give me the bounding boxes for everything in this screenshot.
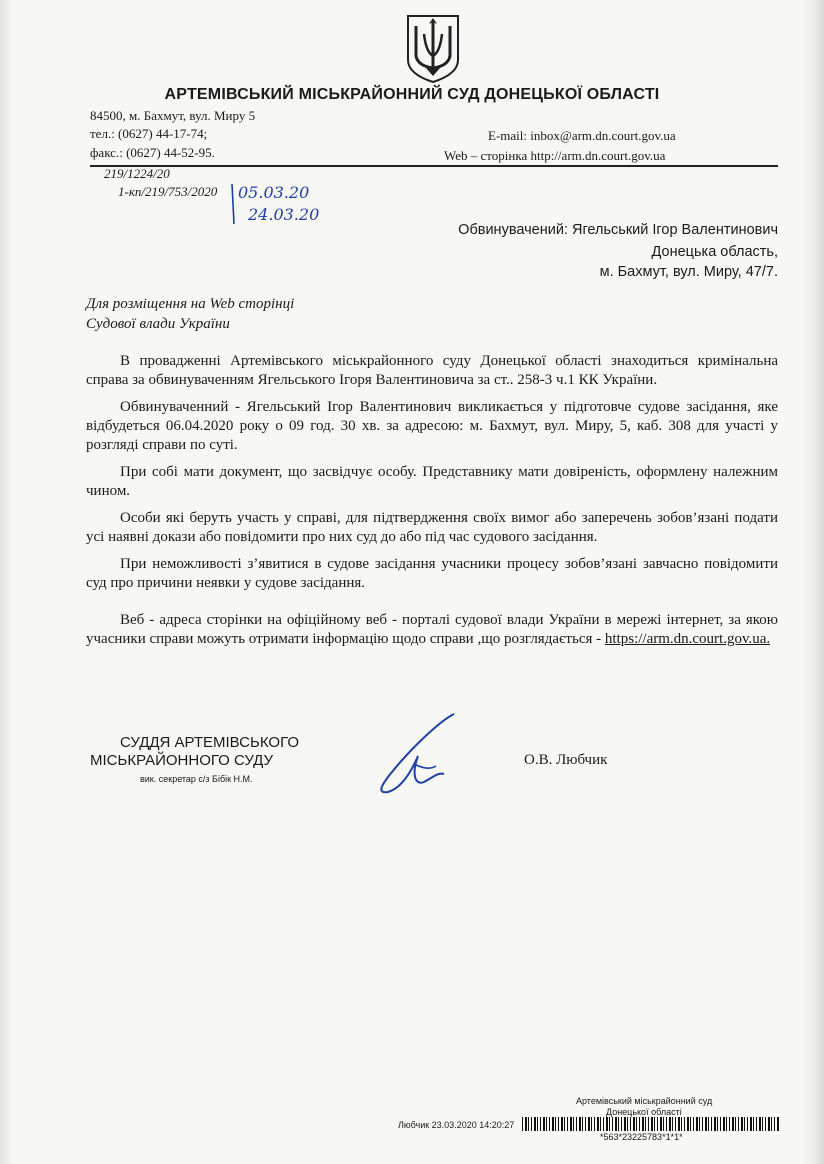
court-fax: факс.: (0627) 44-52-95. [90,145,215,160]
destination-line-2: Судової влади України [86,316,230,332]
handwritten-signature-icon [368,712,464,796]
court-phone: тел.: (0627) 44-17-74; [90,126,208,141]
paragraph-1: В провадженні Артемівського міськрайонного суду Донецької області знаходиться кримінальна справа за обвинуваченням Ягельського Ігоря Валентиновича за ст.. 258-3 ч.1 КК України. [86,353,778,388]
signature-title-2: МІСЬКРАЙОННОГО СУДУ [90,752,274,769]
court-name-heading: АРТЕМІВСЬКИЙ МІСЬКРАЙОННИЙ СУД ДОНЕЦЬКОЇ ОБЛАСТІ [164,86,660,103]
court-website-link[interactable]: https://arm.dn.court.gov.ua. [604,631,771,647]
scan-shadow-left [0,0,14,1164]
handwritten-date-1: 05.03.20 [238,183,310,202]
judge-name: О.В. Любчик [524,752,608,768]
paragraph-2: Обвинуваченний - Ягельський Ігор Валентинович викликається у підготовче судове засідання, яке відбудеться 06.04.2020 року о 09 год. 30 хв. за адресою: м. Бахмут, вул. Миру, 5, каб. 308 для участі у розгляді справи по суті. [86,399,778,453]
registration-number-1: 219/1224/20 [104,166,170,181]
registration-number-2: 1-кп/219/753/2020 [118,184,218,199]
barcode [522,1117,780,1131]
letter-body [86,352,778,657]
court-email: E-mail: inbox@arm.dn.court.gov.ua [488,128,676,143]
addressee-line-3: м. Бахмут, вул. Миру, 47/7. [599,264,778,280]
trident-icon [404,12,462,84]
barcode-number: *563*23225783*1*1* [600,1132,683,1142]
stamp-court-line-1: Артемівський міськрайонний суд [576,1096,713,1106]
destination-line-1: Для розміщення на Web сторінці [86,296,295,312]
paragraph-3: При собі мати документ, що засвідчує особу. Представнику мати довіреність, оформлену належним чином. [86,464,778,499]
court-address: 84500, м. Бахмут, вул. Миру 5 [90,108,256,123]
addressee-line-2: Донецька область, [651,244,778,260]
addressee-line-1: Обвинувачений: Ягельський Ігор Валентинович [458,222,778,238]
stamp-user-date: Любчик 23.03.2020 14:20:27 [398,1120,515,1130]
scan-shadow-right [802,0,824,1164]
header-divider [90,165,778,167]
stamp-court-line-2: Донецької області [606,1107,682,1117]
paragraph-6-text: Веб - адреса сторінки на офіційному веб - порталі судової влади України в мережі інтернет, за якою учасники справи можуть отримати інформацію щодо справи ,що розглядається - [86,612,778,647]
executor-note: вик. секретар с/з Бібік Н.М. [140,774,253,784]
handwritten-date-mark [228,180,336,228]
paragraph-4: Особи які беруть участь у справі, для підтвердження своїх вимог або заперечень зобов’язані подати усі наявні докази або повідомити про них суд до або під час судового засідання. [86,510,778,545]
paragraph-6 [86,611,778,649]
signature-title-1: СУДДЯ АРТЕМІВСЬКОГО [120,734,300,751]
handwritten-date-2: 24.03.20 [248,205,320,224]
court-web: Web – сторінка http://arm.dn.court.gov.ua [444,148,666,163]
paragraph-5: При неможливості з’явитися в судове засідання учасники процесу зобов’язані завчасно повідомити суд про причини неявки у судове засідання. [86,556,778,591]
